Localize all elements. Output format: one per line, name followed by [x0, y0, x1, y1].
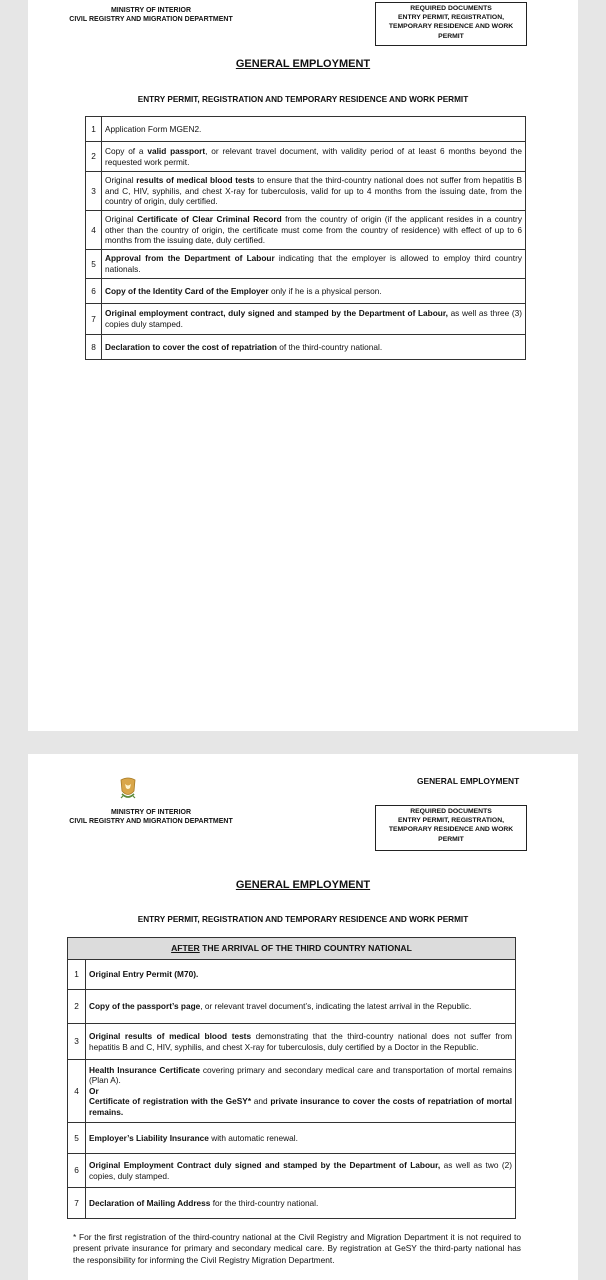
row-number: 6 — [68, 1154, 86, 1188]
row-description — [86, 960, 516, 990]
document-page-2 — [28, 754, 578, 1280]
text: , or relevant travel document’s, indicating the latest arrival in the Republic. — [200, 1001, 472, 1012]
text: to ensure that the third-country national does not suffer from hepatitis B and C, HIV, syphilis, and chest X-ray for tuberculosis, valid for up to 4 months from the issuing date, from the country of origin, duly certified. — [105, 175, 522, 207]
table-row — [86, 304, 526, 335]
bold-text: Health Insurance Certificate — [89, 1064, 200, 1075]
table-row — [68, 1188, 516, 1219]
table-row — [86, 117, 526, 142]
text: indicating that the employer is allowed to employ third country nationals. — [105, 253, 522, 274]
page-title: GENERAL EMPLOYMENT — [235, 58, 371, 70]
bold-text: Declaration to cover the cost of repatriation — [105, 341, 277, 352]
text: Original — [105, 214, 138, 225]
required-documents-box — [375, 2, 527, 46]
section-header-text: THE ARRIVAL OF THE THIRD COUNTRY NATIONAL — [199, 943, 412, 954]
table-row — [68, 1060, 516, 1123]
row-description — [102, 279, 526, 304]
row-number: 1 — [68, 960, 86, 990]
text: of the third-country national. — [276, 341, 383, 352]
row-number: 1 — [86, 117, 102, 142]
text: Copy of a — [105, 145, 148, 156]
table-row — [86, 211, 526, 250]
after-arrival-table — [67, 937, 516, 1219]
row-number: 5 — [68, 1123, 86, 1154]
row-description — [102, 304, 526, 335]
row-number: 7 — [86, 304, 102, 335]
ministry-header — [66, 6, 236, 24]
row-number: 5 — [86, 250, 102, 279]
text: as well as three (3) copies duly stamped. — [105, 308, 522, 329]
row-number: 3 — [68, 1024, 86, 1060]
header-general-employment: GENERAL EMPLOYMENT — [417, 776, 520, 786]
text: from the country of origin (if the applicant resides in a country other than the country of origin, the certificate must come from the country of residence) with effect of up to 6 months from the issuing date, duly certified. — [105, 214, 522, 246]
row-description — [102, 250, 526, 279]
page-subtitle: ENTRY PERMIT, REGISTRATION AND TEMPORARY RESIDENCE AND WORK PERMIT — [137, 915, 469, 924]
ministry-header — [66, 808, 236, 826]
table-row — [86, 172, 526, 211]
section-header-emphasis: AFTER — [171, 943, 200, 954]
row-number: 6 — [86, 279, 102, 304]
text: Application Form MGEN2. — [105, 123, 202, 134]
required-box-line: PERMIT — [438, 32, 464, 40]
department-name: CIVIL REGISTRY AND MIGRATION DEPARTMENT — [69, 818, 233, 825]
section-header-row — [68, 938, 516, 960]
row-description — [102, 117, 526, 142]
row-description — [86, 990, 516, 1024]
bold-text: Or — [89, 1085, 99, 1096]
row-description — [86, 1123, 516, 1154]
text: demonstrating that the third-country national does not suffer from hepatitis B and C, HIV, syphilis, and chest X-ray for tuberculosis, duly certified by a Doctor in the Republic. — [89, 1030, 512, 1052]
table-row — [68, 990, 516, 1024]
required-documents-box — [375, 805, 527, 851]
document-page-1 — [28, 0, 578, 731]
row-description — [102, 335, 526, 360]
required-box-line: ENTRY PERMIT, REGISTRATION, — [398, 14, 504, 22]
bold-text: Copy of the Identity Card of the Employer — [105, 285, 269, 296]
bold-text: Approval from the Department of Labour — [105, 253, 275, 264]
row-number: 3 — [86, 172, 102, 211]
bold-text: Certificate of registration with the GeSY* — [89, 1096, 252, 1107]
table-row — [86, 250, 526, 279]
bold-text: Original Employment Contract duly signed and stamped by the Department of Labour, — [89, 1159, 441, 1170]
table-row — [86, 142, 526, 172]
required-box-line: ENTRY PERMIT, REGISTRATION, — [398, 817, 504, 825]
row-description — [102, 211, 526, 250]
row-description — [86, 1024, 516, 1060]
required-box-line: TEMPORARY RESIDENCE AND WORK — [388, 23, 514, 31]
row-description — [102, 142, 526, 172]
cyprus-coat-of-arms-icon — [119, 776, 137, 802]
bold-text: Original results of medical blood tests — [89, 1030, 252, 1041]
row-number: 2 — [86, 142, 102, 172]
row-number: 2 — [68, 990, 86, 1024]
table-row — [68, 1154, 516, 1188]
text: for the third-country national. — [210, 1197, 319, 1208]
text: Original — [105, 175, 137, 186]
ministry-name: MINISTRY OF INTERIOR — [110, 7, 192, 14]
table-row — [86, 335, 526, 360]
required-box-line: REQUIRED DOCUMENTS — [410, 808, 492, 815]
section-header — [68, 938, 516, 960]
bold-text: Original employment contract, duly signed and stamped by the Department of Labour, — [105, 308, 448, 319]
text: with automatic renewal. — [208, 1132, 298, 1143]
text: and — [251, 1096, 271, 1107]
required-documents-table — [85, 116, 526, 360]
row-description — [102, 172, 526, 211]
table-row — [68, 1123, 516, 1154]
bold-text: private insurance to cover the costs of repatriation of mortal remains. — [89, 1096, 512, 1117]
bold-text: Original Entry Permit (M70). — [89, 969, 199, 980]
required-box-line: REQUIRED DOCUMENTS — [410, 5, 492, 12]
department-name: CIVIL REGISTRY AND MIGRATION DEPARTMENT — [69, 16, 233, 23]
ministry-name: MINISTRY OF INTERIOR — [110, 809, 192, 816]
required-box-line: TEMPORARY RESIDENCE AND WORK — [388, 826, 514, 834]
bold-text: results of medical blood tests — [136, 175, 255, 186]
row-number: 8 — [86, 335, 102, 360]
page-title: GENERAL EMPLOYMENT — [235, 879, 371, 891]
row-description — [86, 1188, 516, 1219]
row-description — [86, 1060, 516, 1123]
text: only if he is a physical person. — [268, 285, 382, 296]
table-row — [68, 1024, 516, 1060]
row-description — [86, 1154, 516, 1188]
bold-text: Employer’s Liability Insurance — [89, 1132, 209, 1143]
table-row — [68, 960, 516, 990]
bold-text: valid passport — [147, 145, 206, 156]
required-box-line: PERMIT — [438, 835, 464, 843]
footnote: * For the first registration of the third-country national at the Civil Registry and Migration Department it is not required to present private insurance for primary and secondary medical care. By registration at GeSY the third-party national has the responsibility for informing the Civil Registry Migration Department. — [73, 1232, 521, 1265]
row-number: 7 — [68, 1188, 86, 1219]
bold-text: Declaration of Mailing Address — [89, 1197, 211, 1208]
table-row — [86, 279, 526, 304]
bold-text: Certificate of Clear Criminal Record — [137, 214, 282, 225]
row-number: 4 — [86, 211, 102, 250]
bold-text: Copy of the passport’s page — [89, 1001, 201, 1012]
text: covering primary and secondary medical care and transportation of mortal remains (Plan A). — [89, 1064, 512, 1086]
text: , or relevant travel document, with validity period of at least 6 months beyond the requested work permit. — [105, 145, 522, 167]
page-subtitle: ENTRY PERMIT, REGISTRATION AND TEMPORARY RESIDENCE AND WORK PERMIT — [137, 95, 469, 104]
text: as well as two (2) copies, duly stamped. — [89, 1159, 512, 1181]
row-number: 4 — [68, 1060, 86, 1123]
